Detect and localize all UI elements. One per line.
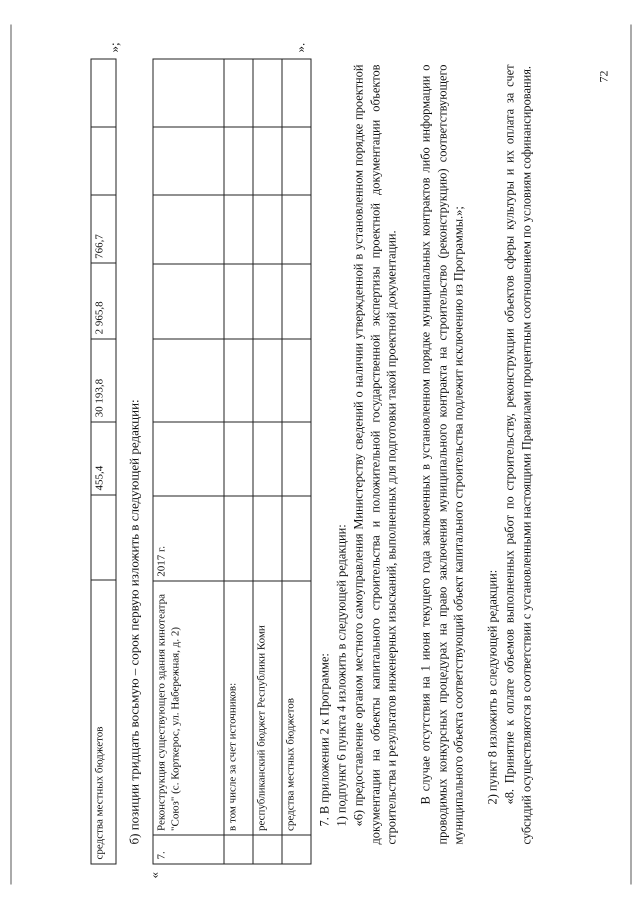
item-b-heading: б) позиции тридцать восьмую – сорок первую изложить в следующей редакции: [126, 399, 142, 845]
table-cell [282, 59, 311, 127]
row-number: 7. [153, 835, 224, 864]
table-row [224, 59, 253, 864]
quote-close-1: »; [106, 42, 122, 53]
table-cell [253, 339, 282, 422]
table-cell [224, 59, 253, 127]
quote-close-2: ». [292, 42, 308, 53]
table-cell: средства местных бюджетов [282, 581, 311, 835]
table-cell [224, 496, 253, 582]
table-cell [253, 127, 282, 195]
rotated-sheet [1, 0, 640, 905]
paragraph-4: В случае отсутствия на 1 июня текущего года заключенных в установленном порядке муниципальных контрактов либо информации о проводимых конкурсных процедурах на право заключения муниципального контракта на строительство (реконструкцию) соответствующего муниципального объекта соответствующий объект капитального строительства подлежит исключению из Программы.»; [418, 64, 466, 845]
table-cell [91, 127, 116, 195]
table-cell [91, 59, 116, 127]
table-cell: 455,4 [91, 422, 116, 495]
table-cell [224, 127, 253, 195]
year-cell: 2017 г. [153, 496, 224, 582]
quote-open: « [146, 872, 162, 879]
page-number: 72 [596, 70, 611, 83]
table-cell [253, 59, 282, 127]
top-border-line [11, 25, 12, 885]
funding-table-bottom [153, 59, 312, 865]
table-cell [224, 196, 253, 264]
table-cell [153, 59, 224, 127]
project-name: Реконструкция существующего здания кинотеатра "Союз" (с. Корткерос, ул. Набережная, д. 2) [153, 581, 224, 835]
table-cell [282, 264, 311, 340]
table-cell: республиканский бюджет Республики Коми [253, 581, 282, 835]
table-cell [282, 496, 311, 582]
table-cell [253, 196, 282, 264]
table-cell [91, 495, 116, 580]
table-cell [282, 339, 311, 422]
table-cell [224, 835, 253, 864]
table-cell [224, 339, 253, 422]
table-cell [282, 422, 311, 495]
table-row [91, 59, 116, 864]
paragraph-6: «8. Принятие к оплате объемов выполненных работ по строительству, реконструкции объектов сферы культуры и их оплата за счет субсидий осуществляются в соответствии с установленными настоящими Правилами процентным соотношением по условиям софинансирования. [502, 64, 534, 845]
paragraph-5: 2) пункт 8 изложить в следующей редакции: [485, 569, 500, 805]
table-cell [224, 264, 253, 340]
table-row [282, 59, 311, 864]
bottom-border-line [631, 25, 632, 885]
table-cell: 766,7 [91, 195, 116, 263]
table-cell [253, 496, 282, 582]
table-cell [153, 339, 224, 422]
paragraph-1: 7. В приложении 2 к Программе: [317, 653, 332, 827]
table-cell [253, 422, 282, 495]
table-cell [253, 835, 282, 864]
paragraph-3: «6) предоставление органом местного самоуправления Министерству сведений о наличии утвержденной в установленном порядке проектной документации на объекты капитального строительства и положительной государственной экспертизы проектной документации объектов строительства и результатов инженерных изысканий, выполненных для подготовки такой проектной документации. [351, 64, 399, 845]
table-cell [153, 264, 224, 340]
table-cell [153, 196, 224, 264]
table-cell: в том числе за счет источников: [224, 581, 253, 835]
table-cell [282, 127, 311, 195]
table-cell: 2 965,8 [91, 263, 116, 339]
table-cell: средства местных бюджетов [91, 580, 116, 864]
table-cell: 30 193,8 [91, 339, 116, 422]
table-cell [153, 127, 224, 195]
table-cell [282, 835, 311, 864]
table-cell [282, 196, 311, 264]
table-cell [153, 422, 224, 495]
paragraph-2: 1) подпункт 6 пункта 4 изложить в следующей редакции: [334, 524, 349, 827]
table-cell [253, 264, 282, 340]
funding-table-top [91, 59, 117, 865]
table-row [153, 59, 224, 864]
table-row [253, 59, 282, 864]
table-cell [224, 422, 253, 495]
